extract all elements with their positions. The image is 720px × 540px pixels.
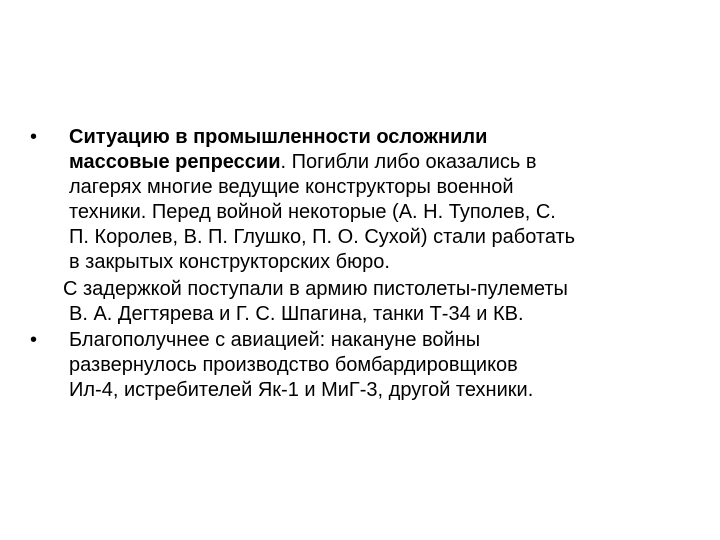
bold-text: массовые репрессии — [69, 151, 281, 173]
text-line: П. Королев, В. П. Глушко, П. О. Сухой) стали работать — [69, 226, 576, 248]
bullet-marker: • — [30, 126, 38, 148]
bullet-marker: • — [30, 329, 38, 351]
bullet-item-aviation — [30, 328, 690, 403]
text-line: С задержкой поступали в армию пистолеты-пулеметы — [63, 278, 568, 300]
bold-text: Ситуацию в промышленности осложнили — [69, 126, 488, 148]
text-line: развернулось производство бомбардировщиков — [69, 354, 518, 376]
text-line: Ил-4, истребителей Як-1 и МиГ-3, другой техники. — [69, 379, 534, 401]
text: . Погибли либо оказались в — [280, 151, 537, 173]
text-line — [69, 150, 690, 175]
text-line: Благополучнее с авиацией: накануне войны — [69, 329, 481, 351]
slide-body — [30, 125, 690, 403]
bullet-item-repressions — [30, 125, 690, 275]
text-line: в закрытых конструкторских бюро. — [69, 251, 390, 273]
text-line: лагерях многие ведущие конструкторы военной — [69, 176, 514, 198]
text-line — [69, 125, 690, 150]
text-line: В. А. Дегтярева и Г. С. Шпагина, танки Т-34 и КВ. — [69, 303, 524, 325]
text-line: техники. Перед войной некоторые (А. Н. Туполев, С. — [69, 201, 556, 223]
paragraph-weapons — [30, 277, 690, 327]
